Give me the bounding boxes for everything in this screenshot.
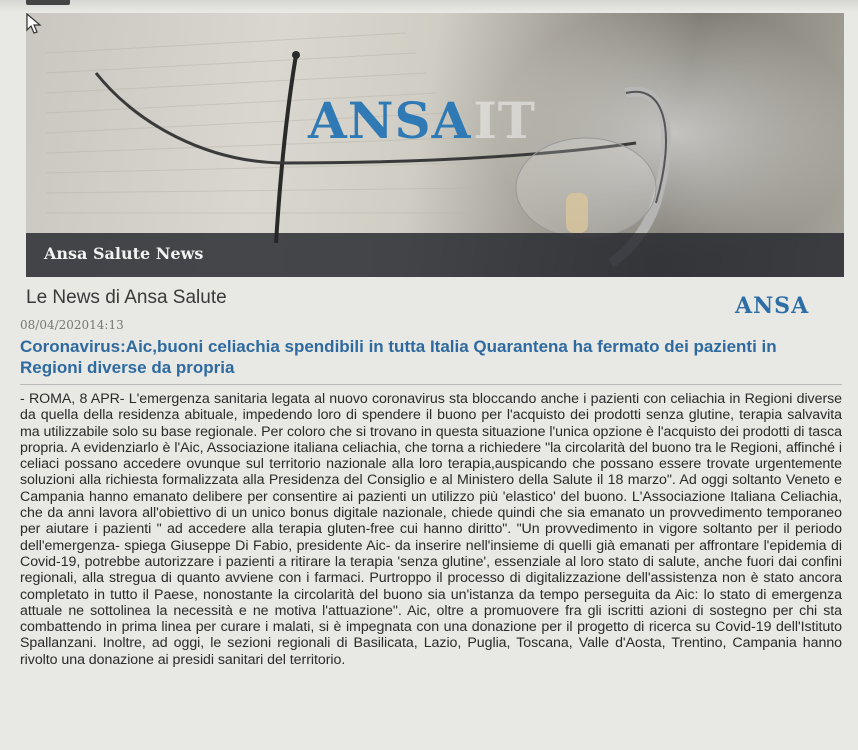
top-strip	[0, 0, 858, 12]
article-body: - ROMA, 8 APR- L'emergenza sanitaria legata al nuovo coronavirus sta bloccando anche i pazienti con celiachia in Regioni diverse da quella della residenza abituale, impedendo loro di spendere il buono per l'acquisto dei prodotti senza glutine, terapia salvavita ma utilizzabile solo su base regionale. Per coloro che si trovano in questa situazione l'unica opzione è l'acquisto dei prodotti di tasca propria. A evidenziarlo è l'Aic, Associazione italiana celiachia, che torna a richiedere "la circolarità del buono tra le Regioni, affinché i celiaci possano accedere ovunque sul territorio nazionale alla loro terapia,auspicando che possano essere trovate urgentemente soluzioni alla richiesta formalizzata alla Presidenza del Consiglio e al Ministero della Salute il 18 marzo". Ad oggi soltanto Veneto e Campania hanno emanato delibere per consentire ai pazienti un utilizzo più 'elastico' del buono. L'Associazione Italiana Celiachia, che da anni lavora all'obiettivo di un unico bonus digitale nazionale, chiede quindi che sia emanato un provvedimento temporaneo per aiutare i pazienti " ad accedere alla terapia gluten-free cui hanno diritto". "Un provvedimento in vigore soltanto per il periodo dell'emergenza- spiega Giuseppe Di Fabio, presidente Aic- da inserire nell'insieme di quelli già emanati per affrontare l'epidemia di Covid-19, potrebbe autorizzare i pazienti a ritirare la terapia 'senza glutine', essenziale al loro stato di salute, anche fuori dai confini regionali, alla stregua di quanto avviene con i farmaci. Purtroppo il processo di digitalizzazione dell'assistenza non è stato ancora completato in tutto il Paese, nonostante la circolarità del buono sia un'istanza da tempo perseguita da Aic: lo stato di emergenza attuale ne sottolinea la necessità e ne motiva l'attuazione". Aic, oltre a promuovere fra gli iscritti azioni di sostegno per chi sta combattendo in prima linea per curare i malati, si è impegnata con una donazione per il progetto di ricerca su Covid-19 dell'Istituto Spallanzani. Inoltre, ad oggi, le sezioni regionali di Basilicata, Lazio, Puglia, Toscana, Valle d'Aosta, Trentino, Campania hanno rivolto una donazione ai presidi sanitari del territorio.	[20, 391, 842, 668]
top-edge-mark	[26, 0, 70, 5]
header-banner	[26, 13, 844, 277]
article-title[interactable]: Coronavirus:Aic,buoni celiachia spendibili in tutta Italia Quarantena ha fermato dei pazienti in Regioni diverse da propria	[20, 337, 777, 377]
ansa-brand-logo: ANSA	[735, 293, 810, 319]
banner-bar	[26, 233, 844, 277]
ansa-logo-suffix: IT	[473, 91, 537, 150]
article-date: 08/04/202014:13	[20, 318, 124, 332]
ansa-logo-text: ANSA	[308, 91, 472, 150]
divider	[20, 384, 842, 385]
mouse-pointer-icon	[26, 13, 42, 35]
banner-bar-label: Ansa Salute News	[44, 244, 204, 263]
ansa-banner-logo	[308, 91, 536, 150]
section-heading: Le News di Ansa Salute	[26, 287, 227, 308]
